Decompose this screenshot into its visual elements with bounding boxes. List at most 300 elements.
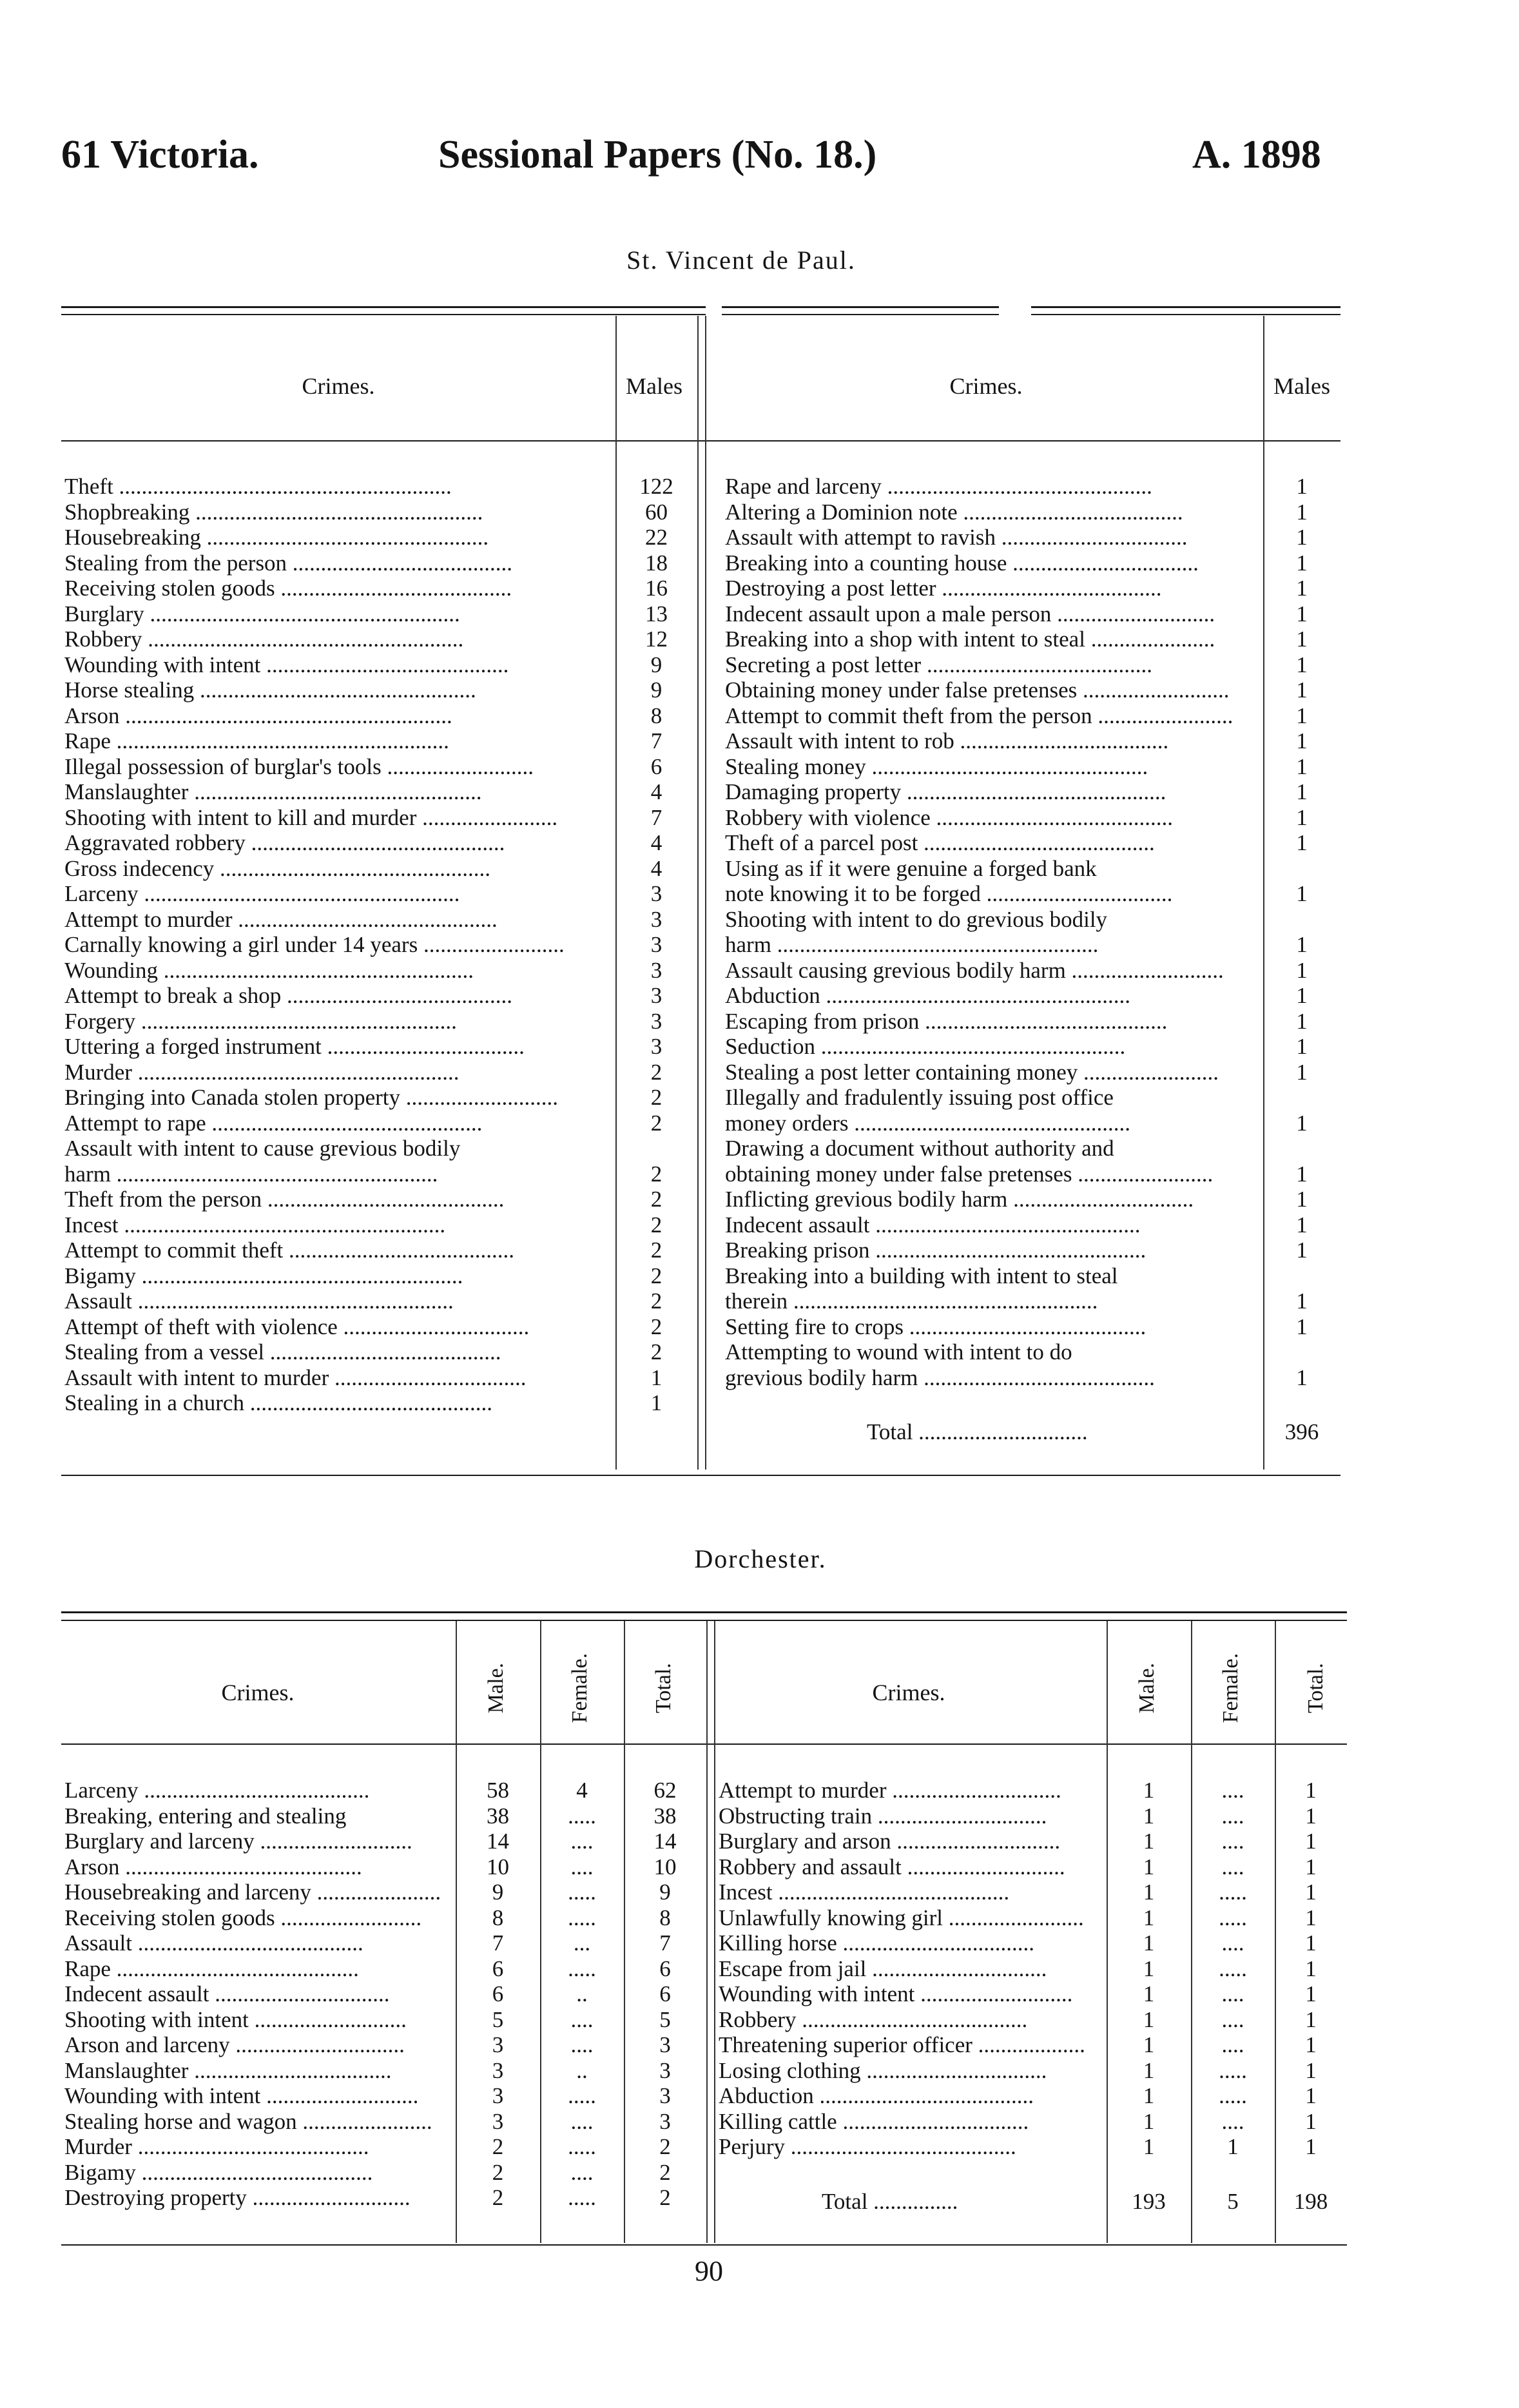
males-value: 9 (650, 677, 663, 703)
male-value: 1 (1143, 2006, 1155, 2032)
table-row (725, 830, 1340, 856)
male-value: 3 (492, 2032, 504, 2057)
crime-label: Murder ......................................... (64, 2134, 369, 2159)
table-row (64, 1778, 706, 1803)
crime-label: Rape and larceny ............................................... (725, 474, 1152, 499)
table-row (64, 1879, 706, 1905)
male-value: 14 (487, 1829, 509, 1854)
crime-label: Rape ........................................................... (64, 728, 449, 753)
stvincent-title: St. Vincent de Paul. (626, 246, 856, 275)
crime-label: Attempt to break a shop ........................................ (64, 983, 513, 1008)
males-value: 1 (1296, 525, 1308, 550)
table-row (64, 1263, 696, 1289)
total-value: 3 (659, 2083, 671, 2108)
table-row (725, 1187, 1340, 1212)
table-row (64, 983, 696, 1009)
table-row (719, 1803, 1347, 1829)
table-row (64, 1085, 696, 1111)
table-row (64, 856, 696, 882)
crime-label: Destroying a post letter ....................................... (725, 576, 1162, 601)
female-value: ..... (1219, 1879, 1247, 1905)
crime-label: Assault causing grevious bodily harm ........................... (725, 957, 1224, 983)
female-value: .. (576, 1981, 588, 2006)
crime-label: Losing clothing ................................ (719, 2057, 1047, 2083)
males-value: 2 (650, 1161, 663, 1187)
table-row (64, 2134, 706, 2160)
crime-label: Housebreaking .................................................. (64, 525, 489, 550)
males-value: 2 (650, 1187, 663, 1212)
total-value: 1 (1305, 1956, 1317, 1981)
male-value: 1 (1143, 1803, 1155, 1829)
crime-label: money orders ................................................. (725, 1110, 1130, 1136)
table-row (719, 2134, 1347, 2160)
crime-label: Manslaughter ................................... (64, 2057, 392, 2083)
table-row (725, 805, 1340, 831)
table-row (719, 2083, 1347, 2109)
table-row (725, 1085, 1340, 1111)
male-value: 7 (492, 1930, 504, 1956)
table-row (725, 1212, 1340, 1238)
table-row (64, 2032, 706, 2058)
dor-right-female-header: Female. (1219, 1653, 1243, 1723)
crime-label: Threatening superior officer ................... (719, 2032, 1085, 2057)
males-value: 2 (650, 1288, 663, 1314)
table-row (725, 1161, 1340, 1187)
male-value: 3 (492, 2108, 504, 2134)
crime-label: Receiving stolen goods ......................... (64, 1905, 422, 1930)
table-row (725, 1238, 1340, 1263)
crime-label: Housebreaking and larceny ...................... (64, 1879, 441, 1905)
table-row (719, 1778, 1347, 1803)
male-value: 1 (1143, 1778, 1155, 1803)
female-value: .... (570, 2006, 594, 2032)
total-value: 2 (659, 2185, 671, 2210)
crime-label: Larceny ........................................ (64, 1778, 370, 1803)
table-row (719, 1956, 1347, 1982)
crime-label: Secreting a post letter ........................................ (725, 652, 1152, 677)
males-value: 1 (650, 1364, 663, 1390)
dor-left-male-header: Male. (484, 1662, 508, 1714)
males-value: 1 (1296, 1314, 1308, 1339)
males-value: 60 (645, 499, 668, 525)
stv-left-males-header: Males (626, 373, 682, 399)
table-row (725, 1263, 1340, 1289)
crime-label: Stealing from the person ....................................... (64, 550, 513, 576)
male-value: 3 (492, 2083, 504, 2108)
table-row (64, 626, 696, 652)
crime-label: note knowing it to be forged ................................. (725, 881, 1173, 906)
males-value: 9 (650, 652, 663, 677)
table-row (64, 2083, 706, 2109)
dor-right-crimes-header: Crimes. (872, 1680, 945, 1705)
table-row (64, 805, 696, 831)
crime-label: Wounding ....................................................... (64, 957, 474, 983)
table-row (725, 881, 1340, 907)
female-value: ..... (1219, 1956, 1247, 1981)
table-row (64, 525, 696, 550)
males-value: 1 (1296, 1187, 1308, 1212)
header-right: A. 1898 (1192, 133, 1321, 177)
table-row (725, 1288, 1340, 1314)
male-value: 2 (492, 2185, 504, 2210)
stv-right-males-header: Males (1273, 373, 1330, 399)
female-value: ..... (568, 1956, 596, 1981)
crime-label: Unlawfully knowing girl ........................ (719, 1905, 1084, 1930)
males-value: 1 (1296, 652, 1308, 677)
total-value: 3 (659, 2108, 671, 2134)
males-value: 2 (650, 1059, 663, 1085)
crime-label: Breaking prison ................................................ (725, 1238, 1147, 1263)
female-value: .... (570, 1829, 594, 1854)
males-value: 1 (1296, 499, 1308, 525)
total-value: 62 (653, 1778, 677, 1803)
crime-label: Inflicting grevious bodily harm ................................ (725, 1187, 1194, 1212)
crime-label: Shooting with intent ........................... (64, 2006, 407, 2032)
total-value: 1 (1305, 2108, 1317, 2134)
crime-label: harm ......................................................... (64, 1161, 438, 1187)
males-value: 1 (1296, 881, 1308, 906)
dor-total-male: 193 (1132, 2189, 1166, 2214)
crime-label: Perjury ........................................ (719, 2134, 1016, 2159)
table-row (725, 958, 1340, 984)
table-row (64, 779, 696, 805)
female-value: .... (1221, 1930, 1244, 1956)
males-value: 1 (1296, 1059, 1308, 1085)
crime-label: grevious bodily harm ......................................... (725, 1364, 1155, 1390)
males-value: 3 (650, 932, 663, 957)
males-value: 1 (1296, 576, 1308, 601)
header-left: 61 Victoria. (61, 133, 259, 177)
males-value: 1 (1296, 1008, 1308, 1034)
crime-label: Robbery and assault ............................ (719, 1854, 1065, 1879)
males-value: 12 (645, 626, 668, 652)
female-value: ..... (568, 1803, 596, 1829)
crime-label: Indecent assault ............................... (64, 1981, 390, 2006)
males-value: 1 (1296, 1034, 1308, 1059)
crime-label: Assault ........................................................ (64, 1288, 454, 1314)
table-row (719, 1981, 1347, 2007)
stv-left-crimes-header: Crimes. (302, 373, 375, 399)
total-value: 1 (1305, 2083, 1317, 2108)
crime-label: Destroying property ............................ (64, 2185, 411, 2210)
males-value: 1 (1296, 1110, 1308, 1136)
crime-label: Damaging property .............................................. (725, 779, 1166, 804)
total-value: 6 (659, 1956, 671, 1981)
male-value: 1 (1143, 2057, 1155, 2083)
crime-label: Bigamy ......................................... (64, 2159, 373, 2185)
crime-label: Bringing into Canada stolen property ........................... (64, 1085, 559, 1110)
total-value: 1 (1305, 1803, 1317, 1829)
male-value: 1 (1143, 2108, 1155, 2134)
table-row (719, 1829, 1347, 1854)
table-row (64, 2007, 706, 2033)
male-value: 6 (492, 1956, 504, 1981)
table-row (725, 1314, 1340, 1340)
males-value: 4 (650, 855, 663, 881)
males-value: 1 (1296, 703, 1308, 728)
table-row (64, 1161, 696, 1187)
female-value: .... (1221, 2108, 1244, 2134)
crime-label: Theft from the person .......................................... (64, 1187, 505, 1212)
male-value: 6 (492, 1981, 504, 2006)
crime-label: Indecent assault ............................................... (725, 1212, 1141, 1238)
crime-label: Setting fire to crops .......................................... (725, 1314, 1147, 1339)
males-value: 7 (650, 804, 663, 830)
total-value: 1 (1305, 1905, 1317, 1930)
crime-label: Burglary and larceny ........................... (64, 1829, 412, 1854)
total-value: 2 (659, 2159, 671, 2185)
dor-total-label: Total ............... (822, 2189, 958, 2214)
female-value: .... (570, 2032, 594, 2057)
males-value: 1 (1296, 677, 1308, 703)
total-value: 1 (1305, 1778, 1317, 1803)
female-value: .... (570, 2159, 594, 2185)
table-row (64, 601, 696, 627)
crime-label: Wounding with intent ........................... (719, 1981, 1073, 2006)
dor-total-female: 5 (1227, 2189, 1239, 2214)
crime-label: Seduction ...................................................... (725, 1034, 1126, 1059)
males-value: 1 (1296, 1238, 1308, 1263)
males-value: 18 (645, 550, 668, 576)
crime-label: Theft of a parcel post ......................................... (725, 830, 1155, 855)
total-value: 1 (1305, 2006, 1317, 2032)
table-row (725, 1111, 1340, 1136)
table-row (719, 2109, 1347, 2135)
males-value: 1 (1296, 1161, 1308, 1187)
crime-label: Bigamy ......................................................... (64, 1263, 463, 1288)
male-value: 2 (492, 2134, 504, 2159)
crime-label: Escape from jail ............................... (719, 1956, 1047, 1981)
table-row (64, 1339, 696, 1365)
crime-label: Using as if it were genuine a forged bank (725, 855, 1097, 881)
crime-label: Attempt of theft with violence ................................. (64, 1314, 530, 1339)
males-value: 1 (1296, 753, 1308, 779)
crime-label: Incest ......................................................... (64, 1212, 446, 1238)
table-row (64, 1212, 696, 1238)
males-value: 22 (645, 525, 668, 550)
dorchester-title: Dorchester. (694, 1544, 827, 1573)
crime-label: Incest ......................................... (719, 1879, 1010, 1905)
male-value: 5 (492, 2006, 504, 2032)
crime-label: Horse stealing ................................................. (64, 677, 476, 703)
total-value: 1 (1305, 1879, 1317, 1905)
males-value: 1 (1296, 550, 1308, 576)
female-value: ..... (1219, 2057, 1247, 2083)
males-value: 1 (1296, 474, 1308, 499)
table-row (64, 1854, 706, 1880)
total-value: 3 (659, 2032, 671, 2057)
males-value: 2 (650, 1238, 663, 1263)
table-row (725, 1034, 1340, 1060)
header-center: Sessional Papers (No. 18.) (438, 133, 877, 177)
male-value: 10 (487, 1854, 509, 1879)
total-value: 38 (653, 1803, 677, 1829)
male-value: 1 (1143, 2083, 1155, 2108)
males-value: 3 (650, 957, 663, 983)
males-value: 4 (650, 830, 663, 855)
crime-label: Robbery ........................................................ (64, 626, 464, 652)
males-value: 1 (1296, 932, 1308, 957)
male-value: 38 (487, 1803, 509, 1829)
crime-label: Attempt to commit theft from the person ........................ (725, 703, 1234, 728)
total-value: 1 (1305, 1854, 1317, 1879)
crime-label: Killing horse .................................. (719, 1930, 1034, 1956)
crime-label: Shooting with intent to kill and murder ........................ (64, 804, 558, 830)
male-value: 1 (1143, 2032, 1155, 2057)
table-row (64, 1390, 696, 1416)
table-row (64, 1314, 696, 1340)
female-value: ..... (1219, 2083, 1247, 2108)
table-row (64, 474, 696, 500)
males-value: 2 (650, 1212, 663, 1238)
male-value: 8 (492, 1905, 504, 1930)
crime-label: Manslaughter ................................................... (64, 779, 482, 804)
table-row (64, 1009, 696, 1034)
table-row (64, 958, 696, 984)
table-row (64, 830, 696, 856)
males-value: 4 (650, 779, 663, 804)
crime-label: Stealing horse and wagon ....................... (64, 2108, 432, 2134)
table-row (725, 576, 1340, 601)
table-row (64, 2109, 706, 2135)
male-value: 1 (1143, 1879, 1155, 1905)
table-row (64, 1365, 696, 1391)
table-row (64, 576, 696, 601)
table-row (64, 703, 696, 729)
table-row (64, 932, 696, 958)
female-value: .... (1221, 2032, 1244, 2057)
crime-label: Wounding with intent ........................................... (64, 652, 509, 677)
males-value: 1 (1296, 1364, 1308, 1390)
dor-left-crimes-header: Crimes. (221, 1680, 295, 1705)
table-row (725, 779, 1340, 805)
crime-label: harm ......................................................... (725, 932, 1099, 957)
table-row (725, 703, 1340, 729)
total-value: 1 (1305, 1981, 1317, 2006)
crime-label: Burglary ....................................................... (64, 601, 460, 626)
table-row (725, 932, 1340, 958)
males-value: 2 (650, 1110, 663, 1136)
female-value: .... (1221, 1803, 1244, 1829)
crime-label: Stealing a post letter containing money ........................ (725, 1059, 1219, 1085)
table-row (725, 1009, 1340, 1034)
page-number: 90 (695, 2255, 723, 2287)
crime-label: Escaping from prison ........................................... (725, 1008, 1168, 1034)
table-row (64, 652, 696, 678)
female-value: .. (576, 2057, 588, 2083)
table-row (64, 1288, 696, 1314)
crime-label: Forgery ........................................................ (64, 1008, 457, 1034)
males-value: 1 (1296, 983, 1308, 1008)
total-value: 5 (659, 2006, 671, 2032)
female-value: .... (570, 2108, 594, 2134)
males-value: 1 (1296, 728, 1308, 753)
total-value: 6 (659, 1981, 671, 2006)
female-value: ..... (1219, 1905, 1247, 1930)
table-row (725, 1339, 1340, 1365)
males-value: 8 (650, 703, 663, 728)
males-value: 1 (1296, 1288, 1308, 1314)
female-value: .... (1221, 1981, 1244, 2006)
males-value: 2 (650, 1263, 663, 1288)
males-value: 3 (650, 881, 663, 906)
table-row (725, 1365, 1340, 1391)
table-row (719, 1930, 1347, 1956)
crime-label: Assault ........................................ (64, 1930, 363, 1956)
stv-total-value: 396 (1284, 1419, 1319, 1444)
crime-label: Arson and larceny .............................. (64, 2032, 405, 2057)
total-value: 9 (659, 1879, 671, 1905)
males-value: 3 (650, 1034, 663, 1059)
crime-label: obtaining money under false pretenses ........................ (725, 1161, 1214, 1187)
table-row (64, 2185, 706, 2211)
crime-label: Attempt to murder .............................. (719, 1778, 1061, 1803)
crime-label: Burglary and arson ............................. (719, 1829, 1061, 1854)
crime-label: Stealing in a church ........................................... (64, 1390, 492, 1415)
total-value: 3 (659, 2057, 671, 2083)
total-value: 1 (1305, 1829, 1317, 1854)
dor-right-total-header: Total. (1304, 1663, 1328, 1713)
crime-label: Uttering a forged instrument ................................... (64, 1034, 525, 1059)
crime-label: Abduction ...................................... (719, 2083, 1034, 2108)
male-value: 1 (1143, 1854, 1155, 1879)
males-value: 3 (650, 906, 663, 932)
total-value: 8 (659, 1905, 671, 1930)
crime-label: Robbery with violence .......................................... (725, 804, 1174, 830)
male-value: 1 (1143, 1956, 1155, 1981)
table-row (64, 2058, 706, 2084)
table-row (725, 601, 1340, 627)
table-row (64, 881, 696, 907)
total-value: 1 (1305, 2134, 1317, 2159)
crime-label: Indecent assault upon a male person ............................ (725, 601, 1215, 626)
crime-label: Arson .......................................................... (64, 703, 452, 728)
crime-label: Assault with intent to cause grevious bodily (64, 1136, 461, 1161)
crime-label: Altering a Dominion note ....................................... (725, 499, 1183, 525)
dor-total-total: 198 (1293, 2189, 1328, 2214)
female-value: 1 (1227, 2134, 1239, 2159)
males-value: 6 (650, 753, 663, 779)
stv-total-label: Total .............................. (867, 1419, 1088, 1444)
table-row (725, 474, 1340, 500)
crime-label: Stealing money ................................................. (725, 753, 1148, 779)
table-row (64, 1034, 696, 1060)
males-value: 122 (639, 474, 673, 499)
table-row (64, 1905, 706, 1931)
crime-label: Breaking into a building with intent to steal (725, 1263, 1118, 1288)
males-value: 3 (650, 1008, 663, 1034)
female-value: ..... (568, 1879, 596, 1905)
table-row (725, 525, 1340, 550)
female-value: .... (1221, 1854, 1244, 1879)
table-row (64, 550, 696, 576)
table-row (64, 1981, 706, 2007)
female-value: .... (1221, 2006, 1244, 2032)
crime-label: Wounding with intent ........................... (64, 2083, 419, 2108)
table-row (64, 1930, 706, 1956)
males-value: 3 (650, 983, 663, 1008)
crime-label: Illegal possession of burglar's tools .......................... (64, 753, 534, 779)
table-row (64, 500, 696, 525)
crime-label: Breaking into a shop with intent to steal ...................... (725, 626, 1215, 652)
total-value: 2 (659, 2134, 671, 2159)
male-value: 9 (492, 1879, 504, 1905)
male-value: 1 (1143, 1829, 1155, 1854)
total-value: 1 (1305, 2032, 1317, 2057)
table-row (64, 728, 696, 754)
table-row (725, 1060, 1340, 1085)
crime-label: Larceny ........................................................ (64, 881, 460, 906)
